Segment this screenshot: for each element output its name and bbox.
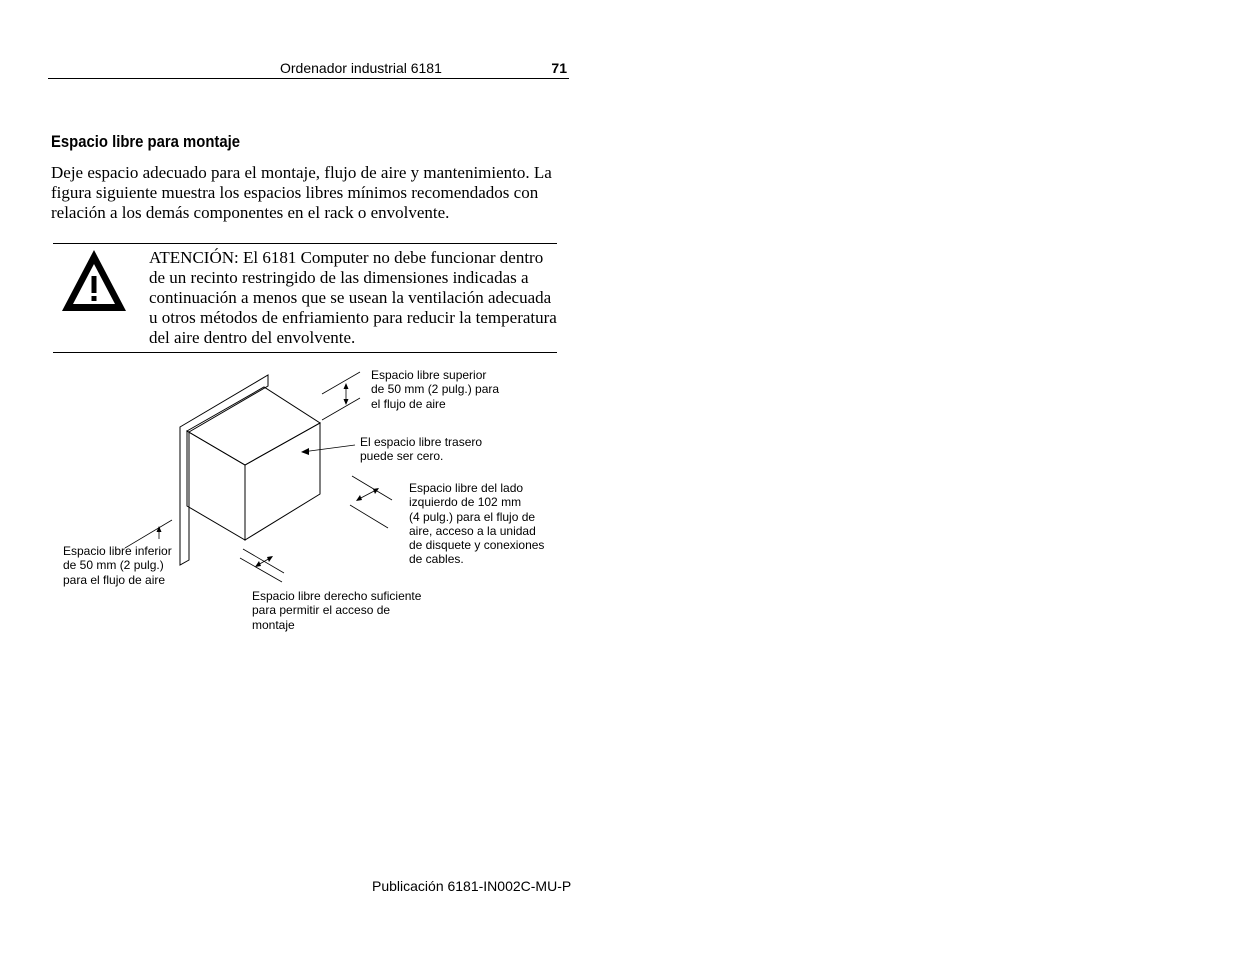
top-clearance-line-1 [322,372,360,394]
label-left-clearance: Espacio libre del lado izquierdo de 102 mm (4 pulg.) para el flujo de aire, acceso a la unidad de disquete y conexiones de cables. [409,481,545,567]
label-bottom-clearance: Espacio libre inferior de 50 mm (2 pulg.) para el flujo de aire [63,544,172,587]
right-clearance-line-2 [240,558,282,582]
right-clearance-line-1 [243,549,284,573]
top-clearance-line-2 [322,398,360,420]
label-right-clearance: Espacio libre derecho suficiente para permitir el acceso de montaje [252,589,422,632]
left-clearance-line-2 [350,505,388,528]
attention-text: ATENCIÓN: El 6181 Computer no debe funcionar dentro de un recinto restringido de las dimensiones indicadas a continuación a menos que se usean la ventilación adecuada u otros métodos de enfriamiento para reducir la temperatura del aire dentro del envolvente. [149,248,557,347]
box-top [187,387,320,465]
page-number: 71 [551,60,567,76]
label-top-clearance: Espacio libre superior de 50 mm (2 pulg.) para el flujo de aire [371,368,500,411]
header-title: Ordenador industrial 6181 [280,60,442,76]
intro-paragraph: Deje espacio adecuado para el montaje, flujo de aire y mantenimiento. La figura siguiente muestra los espacios libres mínimos recomendados con relación a los demás componentes en el rack o envolvente. [51,163,552,222]
rear-leader [302,445,355,452]
label-rear-clearance: El espacio libre trasero puede ser cero. [360,435,483,464]
left-clearance-line-1 [352,476,392,500]
box-front [187,431,245,540]
mounting-panel [180,375,268,565]
section-heading: Espacio libre para montaje [51,133,240,151]
box-side [245,423,320,540]
publication-footer: Publicación 6181-IN002C-MU-P [372,878,572,894]
